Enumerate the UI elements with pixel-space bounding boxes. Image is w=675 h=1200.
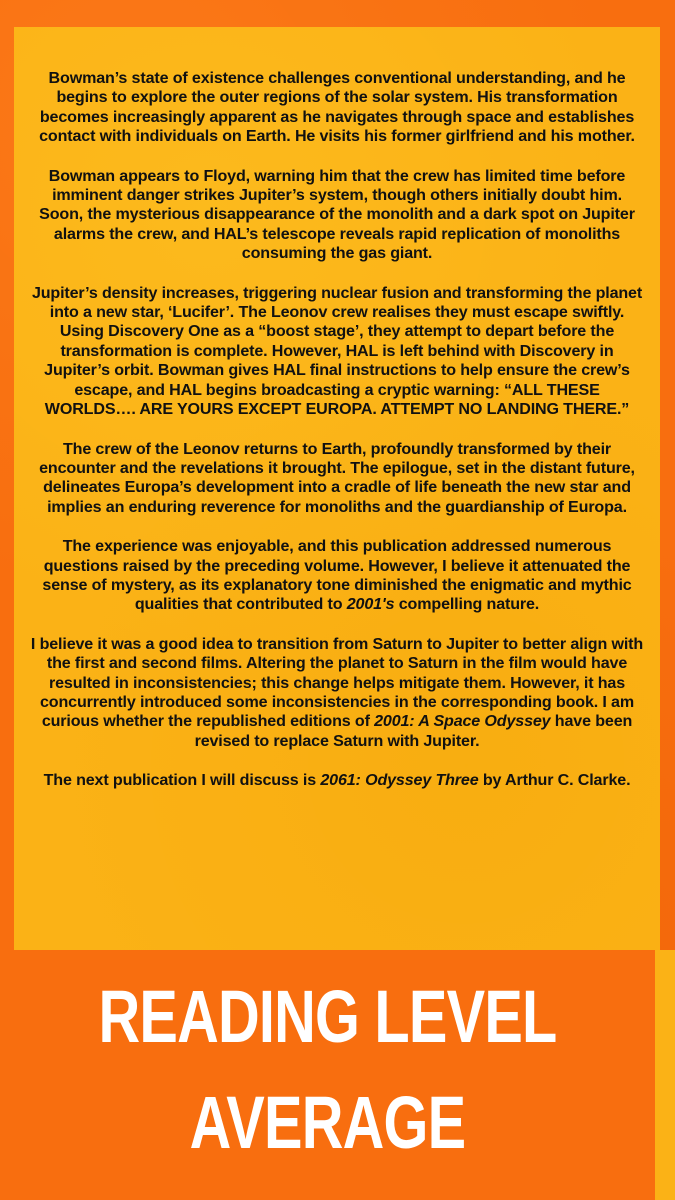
article-panel [14,27,660,950]
paragraph-saturn-jupiter [30,635,644,751]
reading-level-value: AVERAGE [189,1081,466,1164]
reading-level-heading: READING LEVEL [98,975,557,1058]
text-run: have been revised to replace Saturn with Jupiter. [194,712,633,750]
text-run: The experience was enjoyable, and this publication addressed numerous questions raised by the preceding volume. However, I believe it attenuated the sense of mystery, as its explanatory tone diminished the enigmatic and mythic qualities that contributed to [42,537,632,614]
book-title: 2061: Odyssey Three [320,771,479,790]
text-run: by Arthur C. Clarke. [478,771,631,790]
paragraph-lucifer: Jupiter’s density increases, triggering nuclear fusion and transforming the planet into a new star, ‘Lucifer’. The Leonov crew realises they must escape swiftly. Using Discovery One as a “boost stage’, they attempt to depart before the transformation is complete. However, HAL is left behind with Discovery in Jupiter’s orbit. Bowman gives HAL final instructions to help ensure the crew’s escape, and HAL begins broadcasting a cryptic warning: “ALL THESE WORLDS…. ARE YOURS EXCEPT EUROPA. ATTEMPT NO LANDING THERE.” [31,283,643,419]
paragraph-experience [30,537,644,615]
paragraph-bowman-warning: Bowman appears to Floyd, warning him that the crew has limited time before imminent danger strikes Jupiter’s system, though others initially doubt him. Soon, the mysterious disappearance of the monolith and a dark spot on Jupiter alarms the crew, and HAL’s telescope reveals rapid replication of monoliths consuming the gas giant. [39,166,635,263]
paragraph-next-publication [30,771,644,790]
paragraph-bowman-existence: Bowman’s state of existence challenges conventional understanding, and he begins to explore the outer regions of the solar system. His transformation becomes increasingly apparent as he navigates through space and establishes contact with individuals on Earth. He visits his former girlfriend and his mother. [39,69,635,146]
text-run: The next publication I will discuss is [43,771,321,790]
text-run: I believe it was a good idea to transition from Saturn to Jupiter to better align with the first and second films. Altering the planet to Saturn in the film would have resulted in inconsistencies; this change helps mitigate them. However, it has concurrently introduced some inconsistencies in the corresponding book. I am curious whether the republished editions of [30,634,644,731]
decorative-strip [655,950,675,1200]
paragraph-epilogue: The crew of the Leonov returns to Earth, profoundly transformed by their encounter and the revelations it brought. The epilogue, set in the distant future, delineates Europa’s development into a cradle of life beneath the new star and implies an enduring reverence for monoliths and the guardianship of Europa. [39,439,635,516]
book-title: 2001's [346,595,395,614]
book-title: 2001: A Space Odyssey [374,712,551,731]
text-run: compelling nature. [394,595,540,614]
